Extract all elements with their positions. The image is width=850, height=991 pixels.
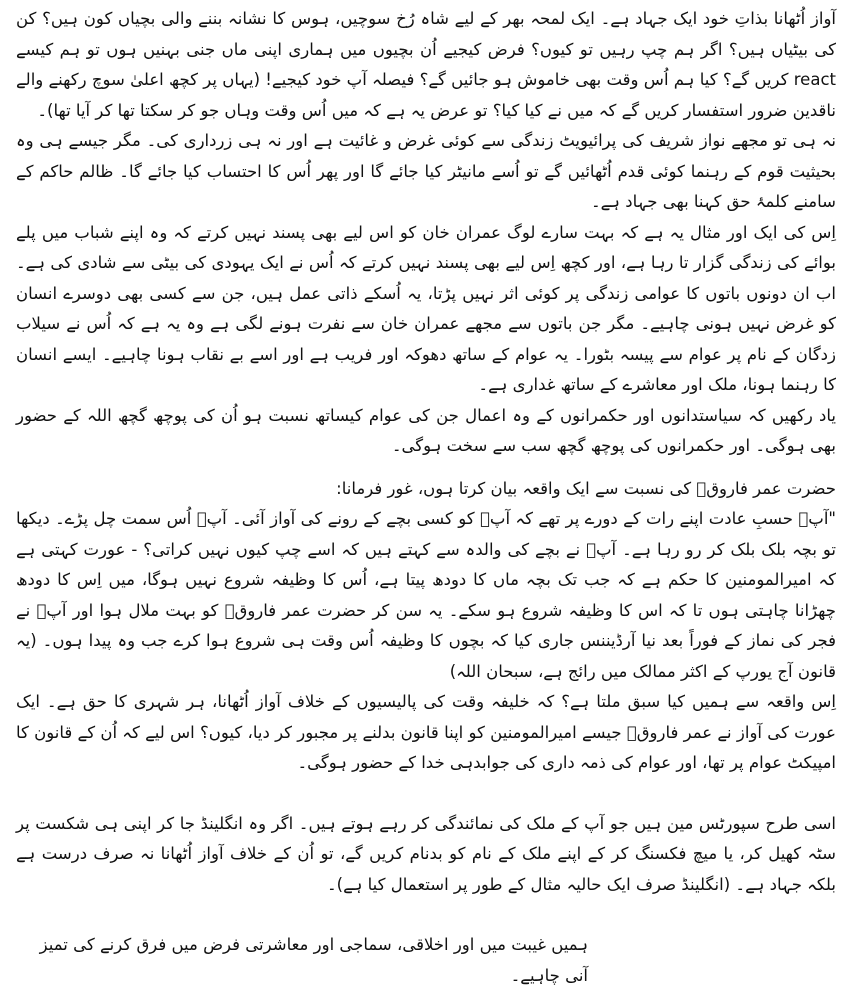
paragraph-private-life: نہ ہی تو مجھے نواز شریف کی پرائیویٹ زندگی سے کوئی غرض و غائیت ہے اور نہ ہی زرداری کی۔ مگر جیسے ہی وہ بحیثیت قوم کے رہنما کوئی قدم اُٹھائیں گے تو اُسے مانیٹر کیا جائے گا اور پھر اُس کا احتساب کیا جائے گا۔ ظالم حاکم کے سامنے کلمۂ حق کہنا بھی جہاد ہے۔ <box>16 131 836 211</box>
paragraph-sportsmen: اسی طرح سپورٹس مین ہیں جو آپ کے ملک کی نمائندگی کر رہے ہوتے ہیں۔ اگر وہ انگلینڈ جا کر اپنی ہی شکست پر سٹہ کھیل کر، یا میچ فکسنگ کر کے اپنے ملک کے نام کو بدنام کریں گے، تو اُن کے خلاف آواز اُٹھانا نہ صرف درست ہے بلکہ جہاد ہے۔ (انگلینڈ صرف ایک حالیہ مثال کے طور پر استعمال کیا ہے)۔ <box>16 813 836 894</box>
paragraph-lesson: اِس واقعہ سے ہمیں کیا سبق ملتا ہے؟ کہ خلیفہ وقت کی پالیسیوں کے خلاف آواز اُٹھانا، ہر شہری کا حق ہے۔ ایک عورت کی آواز نے عمر فاروقؓ جیسے امیرالمومنین کو اپنا قانون بدلنے پر مجبور کر دیا، کیوں؟ اس لیے کہ اُن کے قانون کا امپیکٹ عوام پر تھا، اور عوام کی ذمہ داری کی جوابدہی خدا کے حضور ہوگی۔ <box>16 692 836 772</box>
paragraph-umar-intro: حضرت عمر فاروقؓ کی نسبت سے ایک واقعہ بیان کرتا ہوں، غور فرمانا: <box>336 478 836 498</box>
paragraph-umar-story: "آپؓ حسبِ عادت اپنے رات کے دورے پر تھے کہ آپؓ کو کسی بچے کے رونے کی آواز آئی۔ آپؓ اُس سمت چل پڑے۔ دیکھا تو بچہ بلک بلک کر رو رہا ہے۔ آپؓ نے بچے کی والدہ سے کہتے ہیں کہ اسے چپ کیوں نہیں کراتی؟ - عورت کہتی ہے کہ امیرالمومنین کا حکم ہے کہ جب تک بچہ ماں کا دودھ پیتا ہے، اُس کا وظیفہ شروع نہیں ہوگا، میں اِس کا دودھ چھڑانا چاہتی ہوں تا کہ اس کا وظیفہ شروع ہو سکے۔ یہ سن کر حضرت عمر فاروقؓ کو بہت ملال ہوا اور آپؓ نے فجر کی نماز کے فوراً بعد نیا آرڈیننس جاری کیا کہ بچوں کا وظیفہ اُس وقت ہی شروع ہوا کرے جب وہ پیدا ہوں۔ (یہ قانون آج یورپ کے اکثر ممالک میں رائج ہے، سبحان اللہ) <box>16 509 836 681</box>
paragraph-accountability: یاد رکھیں کہ سیاستدانوں اور حکمرانوں کے وہ اعمال جن کی عوام کیساتھ نسبت ہو اُن کی پوچھ گچھ اللہ کے حضور بھی ہوگی۔ اور حکمرانوں کی پوچھ گچھ سب سے سخت ہوگی۔ <box>16 405 836 455</box>
paragraph-imran-khan-example: اِس کی ایک اور مثال یہ ہے کہ بہت سارے لوگ عمران خان کو اس لیے بھی پسند نہیں کرتے کہ وہ اپنے شباب میں پلے بوائے کی زندگی گزار تا رہا ہے، اور کچھ اِس لیے بھی پسند نہیں کرتے کہ اُس نے ایک یہودی کی بیٹی سے شادی کی ہے۔ اب ان دونوں باتوں کا عوامی زندگی پر کوئی اثر نہیں پڑتا، یہ اُسکے ذاتی عمل ہیں، جن سے کسی بھی دوسرے انسان کو غرض نہیں ہونی چاہیے۔ مگر جن باتوں سے مجھے عمران خان سے نفرت ہونے لگی ہے وہ یہ ہے کہ اُس نے سیلاب زدگان کے نام پر عوام سے پیسہ بٹورا۔ یہ عوام کے ساتھ دھوکہ اور فریب ہے اور اسے بے نقاب ہونا چاہیے۔ ایسے انسان کا رہنما ہونا، ملک اور معاشرے کے ساتھ غداری ہے۔ <box>16 222 836 394</box>
paragraph-spacer <box>16 462 836 474</box>
paragraph-conclusion: ہمیں غیبت میں اور اخلاقی، سماجی اور معاشرتی فرض میں فرق کرنے کی تمیز آنی چاہیے۔ <box>39 935 588 985</box>
paragraph-spacer <box>16 900 836 930</box>
paragraph-spacer <box>16 779 836 809</box>
paragraph-voice-jihad: آواز اُٹھانا بذاتِ خود ایک جہاد ہے۔ ایک لمحہ بھر کے لیے شاہ رُخ سوچیں، ہوس کا نشانہ بننے والی بچیاں کون ہیں؟ کن کی بیٹیاں ہیں؟ اگر ہم چپ رہیں تو کیوں؟ فرض کیجیے اُن بچیوں میں ہماری اپنی ماں جنی بہنیں ہوں تو ہم کیسے react کریں گے؟ کیا ہم اُس وقت بھی خاموش ہو جائیں گے؟ فیصلہ آپ خود کیجیے! (یہاں پر کچھ اعلیٰ سوچ رکھنے والے ناقدین ضرور استفسار کریں گے کہ میں نے کیا کیا؟ تو عرض یہ ہے کہ میں اُس وقت وہاں جو کر سکتا تھا کر آیا تھا)۔ <box>16 9 836 120</box>
